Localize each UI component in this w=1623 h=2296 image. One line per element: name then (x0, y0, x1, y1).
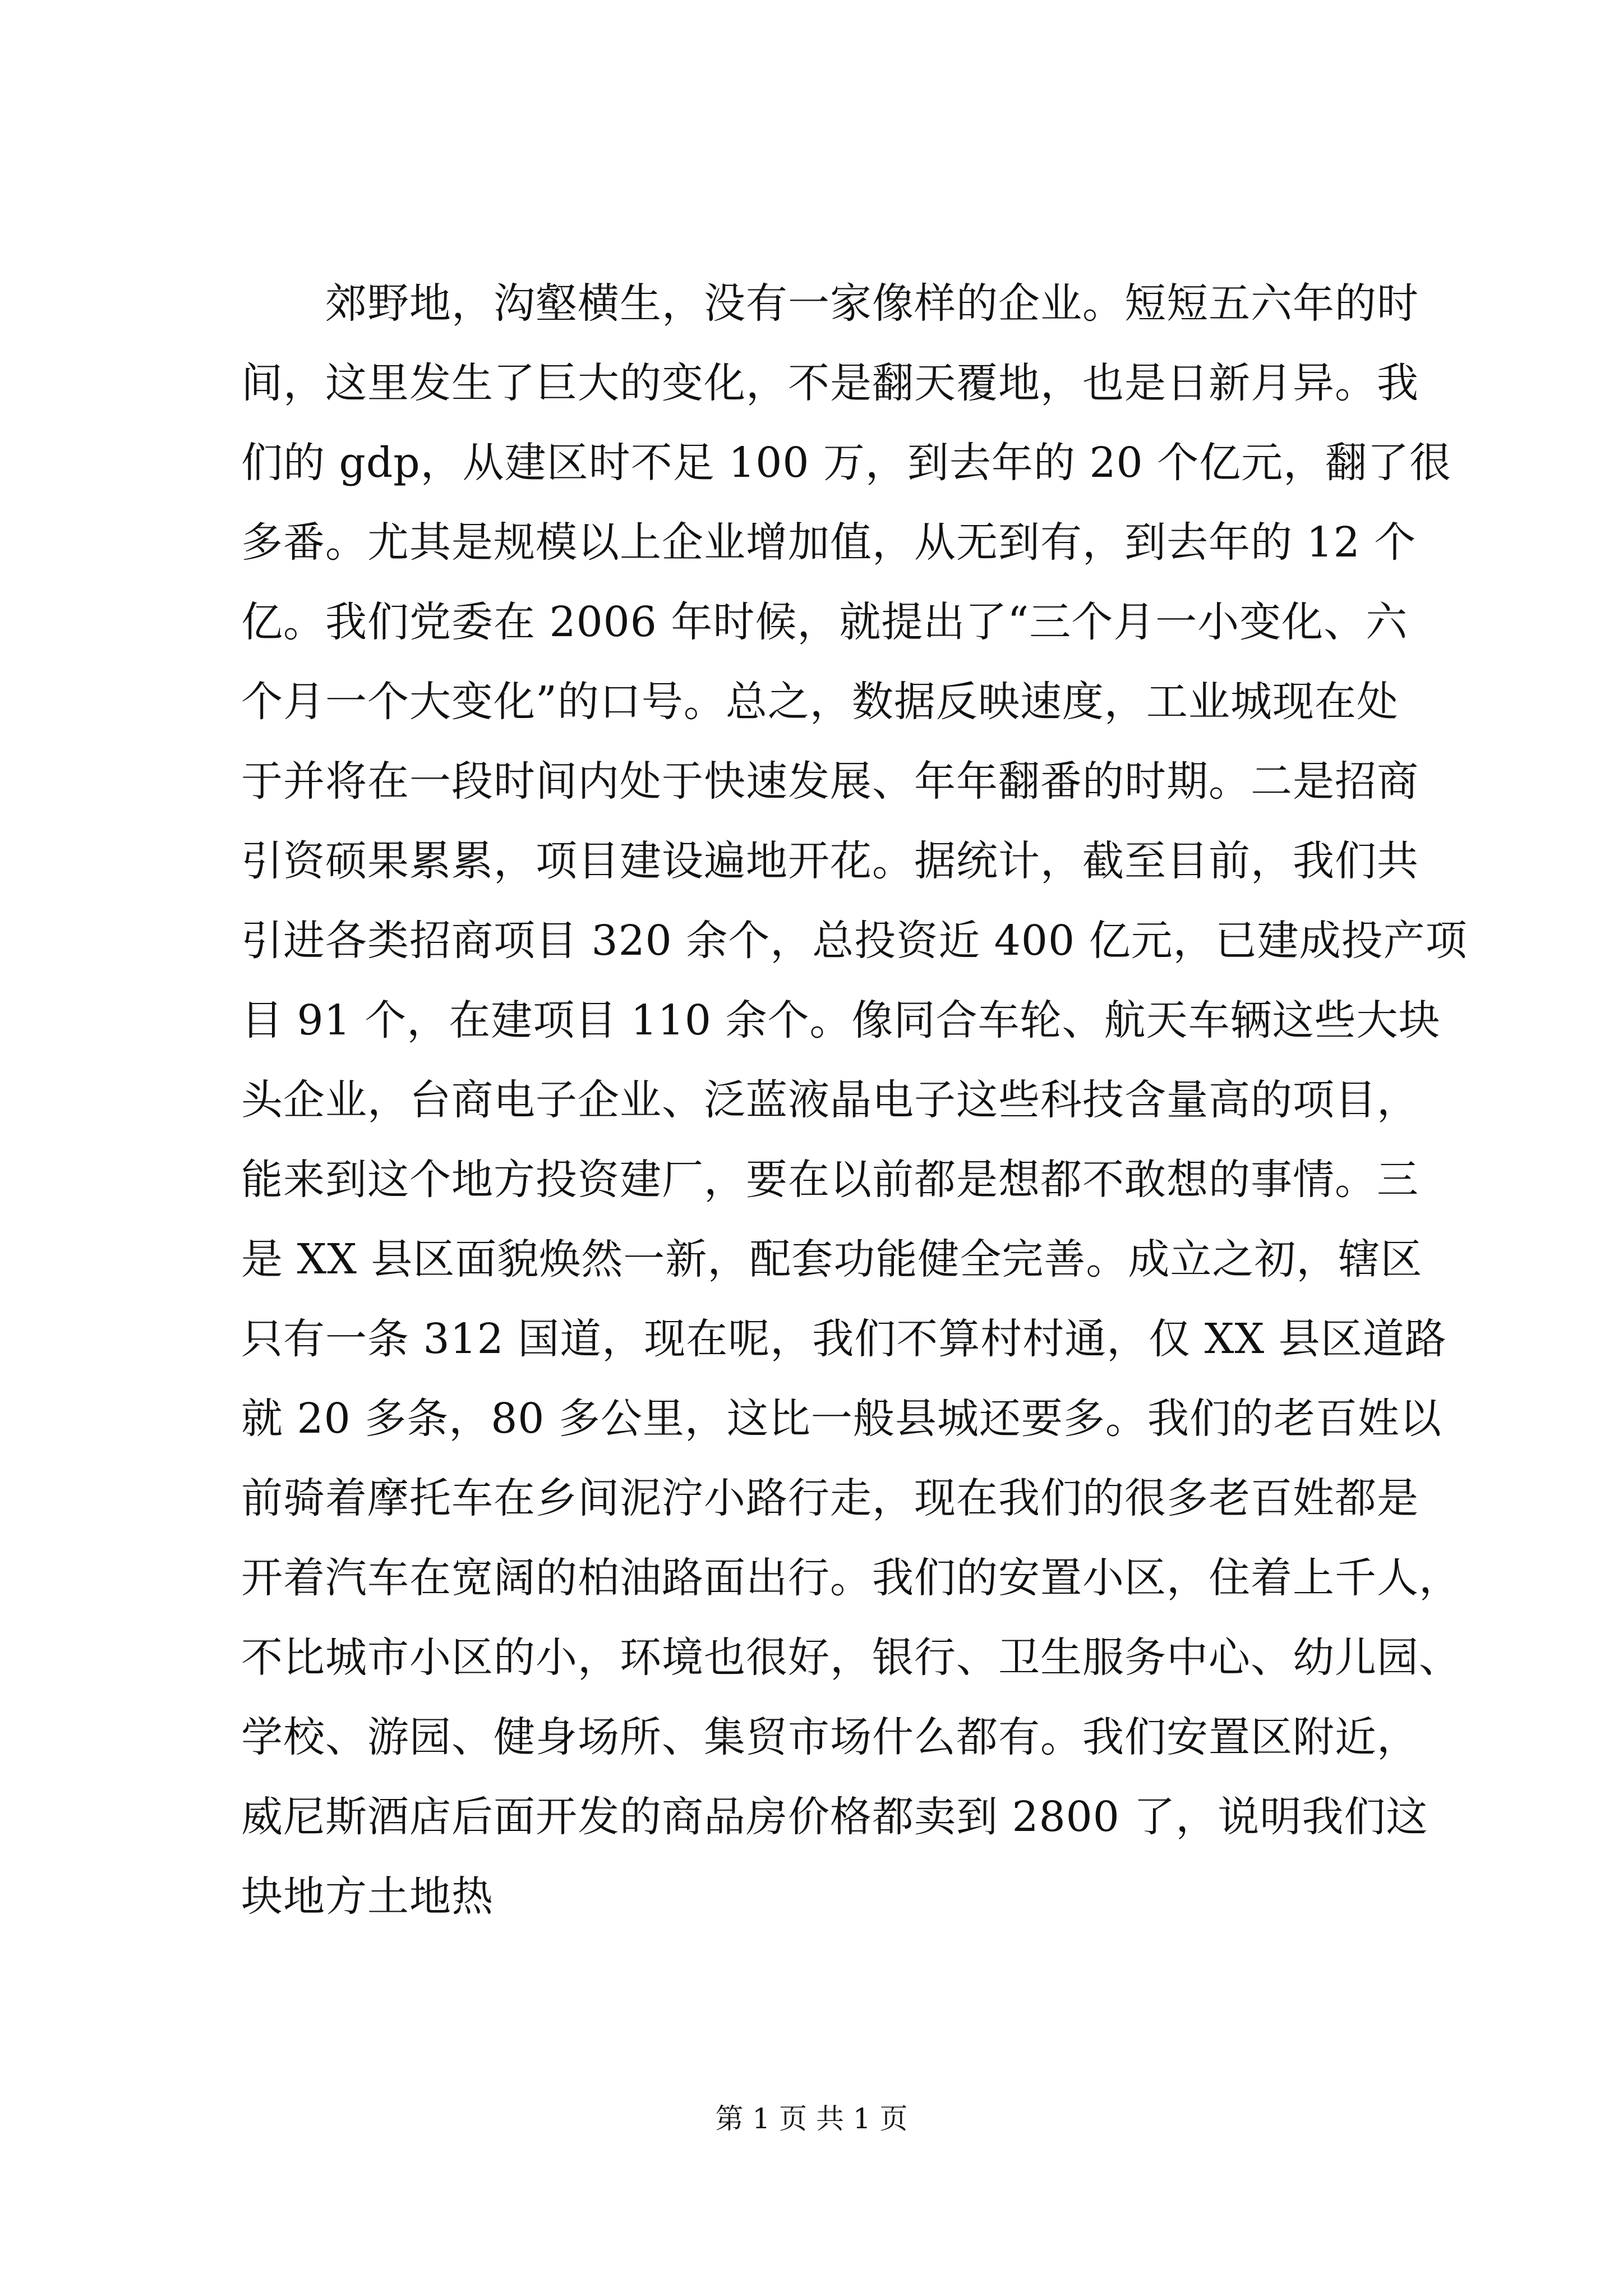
body-paragraph (241, 264, 1468, 1936)
text-line: 们的 gdp，从建区时不足 100 万，到去年的 20 个亿元，翻了很 (241, 439, 1452, 487)
text-line: 于并将在一段时间内处于快速发展、年年翻番的时期。二是招商 (241, 757, 1419, 806)
text-line: 前骑着摩托车在乡间泥泞小路行走，现在我们的很多老百姓都是 (241, 1474, 1419, 1522)
text-line: 不比城市小区的小，环境也很好，银行、卫生服务中心、幼儿园、 (241, 1634, 1461, 1682)
text-line: 块地方土地热 (241, 1872, 494, 1921)
text-line: 间，这里发生了巨大的变化，不是翻天覆地，也是日新月异。我 (241, 359, 1419, 407)
text-line: 头企业，台商电子企业、泛蓝液晶电子这些科技含量高的项目， (241, 1076, 1419, 1124)
text-line: 只有一条 312 国道，现在呢，我们不算村村通，仅 XX 县区道路 (241, 1315, 1447, 1363)
text-line: 郊野地，沟壑横生，没有一家像样的企业。短短五六年的时 (325, 279, 1419, 328)
text-line: 威尼斯酒店后面开发的商品房价格都卖到 2800 了，说明我们这 (241, 1793, 1428, 1841)
text-line: 亿。我们党委在 2006 年时候，就提出了“三个月一小变化、六 (241, 598, 1408, 646)
text-line: 引资硕果累累，项目建设遍地开花。据统计，截至目前，我们共 (241, 837, 1419, 885)
text-line: 能来到这个地方投资建厂，要在以前都是想都不敢想的事情。三 (241, 1156, 1419, 1204)
page-number-label: 第 1 页 共 1 页 (715, 2102, 908, 2135)
text-line: 多番。尤其是规模以上企业增加值，从无到有，到去年的 12 个 (241, 518, 1417, 567)
text-line: 是 XX 县区面貌焕然一新，配套功能健全完善。成立之初，辖区 (241, 1235, 1423, 1283)
text-line: 学校、游园、健身场所、集贸市场什么都有。我们安置区附近， (241, 1713, 1419, 1761)
text-line: 目 91 个，在建项目 110 余个。像同合车轮、航天车辆这些大块 (241, 996, 1441, 1045)
text-line: 个月一个大变化”的口号。总之，数据反映速度，工业城现在处 (241, 678, 1399, 726)
text-line: 开着汽车在宽阔的柏油路面出行。我们的安置小区，住着上千人， (241, 1554, 1461, 1602)
page-footer (0, 2099, 1623, 2138)
text-line: 引进各类招商项目 320 余个，总投资近 400 亿元，已建成投产项 (241, 917, 1468, 965)
text-line: 就 20 多条，80 多公里，这比一般县城还要多。我们的老百姓以 (241, 1395, 1442, 1443)
